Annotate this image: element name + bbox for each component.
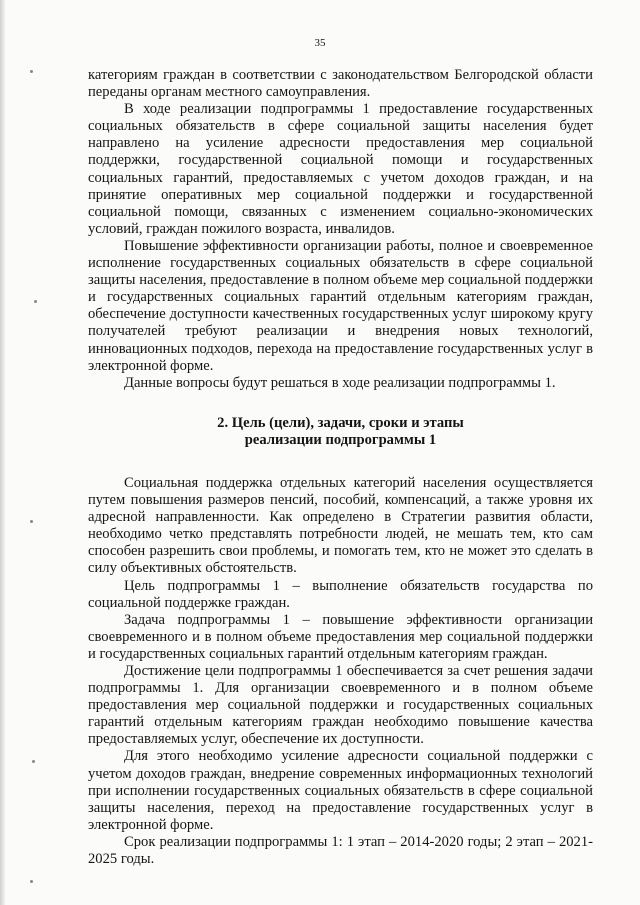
scan-speck [30, 70, 33, 73]
body-text [88, 67, 593, 868]
section-heading-line-2: реализации подпрограммы 1 [244, 431, 437, 448]
paragraph: Социальная поддержка отдельных категорий населения осуществляется путем повышения размеров пенсий, пособий, компенсаций, а также уровня их адресной направленности. Как определено в Стратегии развития области, необходимо четко представлять потребности людей, не мешать тем, кто сам способен разрешить свои проблемы, и помогать тем, кто не может это сделать в силу объективных обстоятельств. [88, 474, 593, 577]
scan-speck [32, 760, 35, 763]
paragraph: Задача подпрограммы 1 – повышение эффективности организации своевременного и в полном объеме предоставления мер социальной поддержки и государственных социальных гарантий отдельным категориям граждан. [88, 611, 593, 662]
paragraph: Для этого необходимо усиление адресности социальной поддержки с учетом доходов граждан, внедрение современных информационных технологий при исполнении государственных социальных обязательств в сфере социальной защиты населения, переход на предоставление государственных услуг в электронной форме. [88, 748, 593, 833]
scan-speck [30, 520, 33, 523]
paragraph: В ходе реализации подпрограммы 1 предоставление государственных социальных обязательств в сфере социальной защиты населения будет направлено на усиление адресности предоставления мер социальной поддержки, государственной социальной помощи и государственных социальных гарантий, предоставляемых с учетом доходов граждан, и на принятие оперативных мер социальной поддержки и государственной социальной помощи, связанных с изменением социально-экономических условий, граждан пожилого возраста, инвалидов. [88, 101, 593, 237]
scan-edge-shadow [0, 0, 6, 905]
paragraph: Повышение эффективности организации работы, полное и своевременное исполнение государственных социальных обязательств в сфере социальной защиты населения, предоставление в полном объеме мер социальной поддержки и государственных социальных гарантий отдельным категориям граждан, обеспечение доступности качественных государственных услуг широкому кругу получателей требуют реализации и внедрения новых технологий, инновационных подходов, перехода на предоставление государственных услуг в электронной форме. [88, 237, 593, 374]
paragraph: Достижение цели подпрограммы 1 обеспечивается за счет решения задачи подпрограммы 1. Для организации своевременного и в полном объеме предоставления мер социальной поддержки и государственных социальных гарантий отдельным категориям граждан необходимо повышение качества предоставляемых услуг, обеспечение их доступности. [88, 663, 593, 748]
page-number: 35 [314, 37, 326, 49]
section-heading-line-1: 2. Цель (цели), задачи, сроки и этапы [217, 414, 464, 431]
paragraph-continuation: категориям граждан в соответствии с законодательством Белгородской области переданы органам местного самоуправления. [88, 67, 593, 101]
scan-speck [34, 300, 37, 303]
paragraph: Срок реализации подпрограммы 1: 1 этап – 2014-2020 годы; 2 этап – 2021-2025 годы. [88, 833, 593, 868]
paragraph: Данные вопросы будут решаться в ходе реализации подпрограммы 1. [124, 374, 556, 391]
scan-speck [30, 880, 33, 883]
section-heading [88, 415, 593, 449]
paragraph: Цель подпрограммы 1 – выполнение обязательств государства по социальной поддержке граждан. [88, 577, 593, 611]
